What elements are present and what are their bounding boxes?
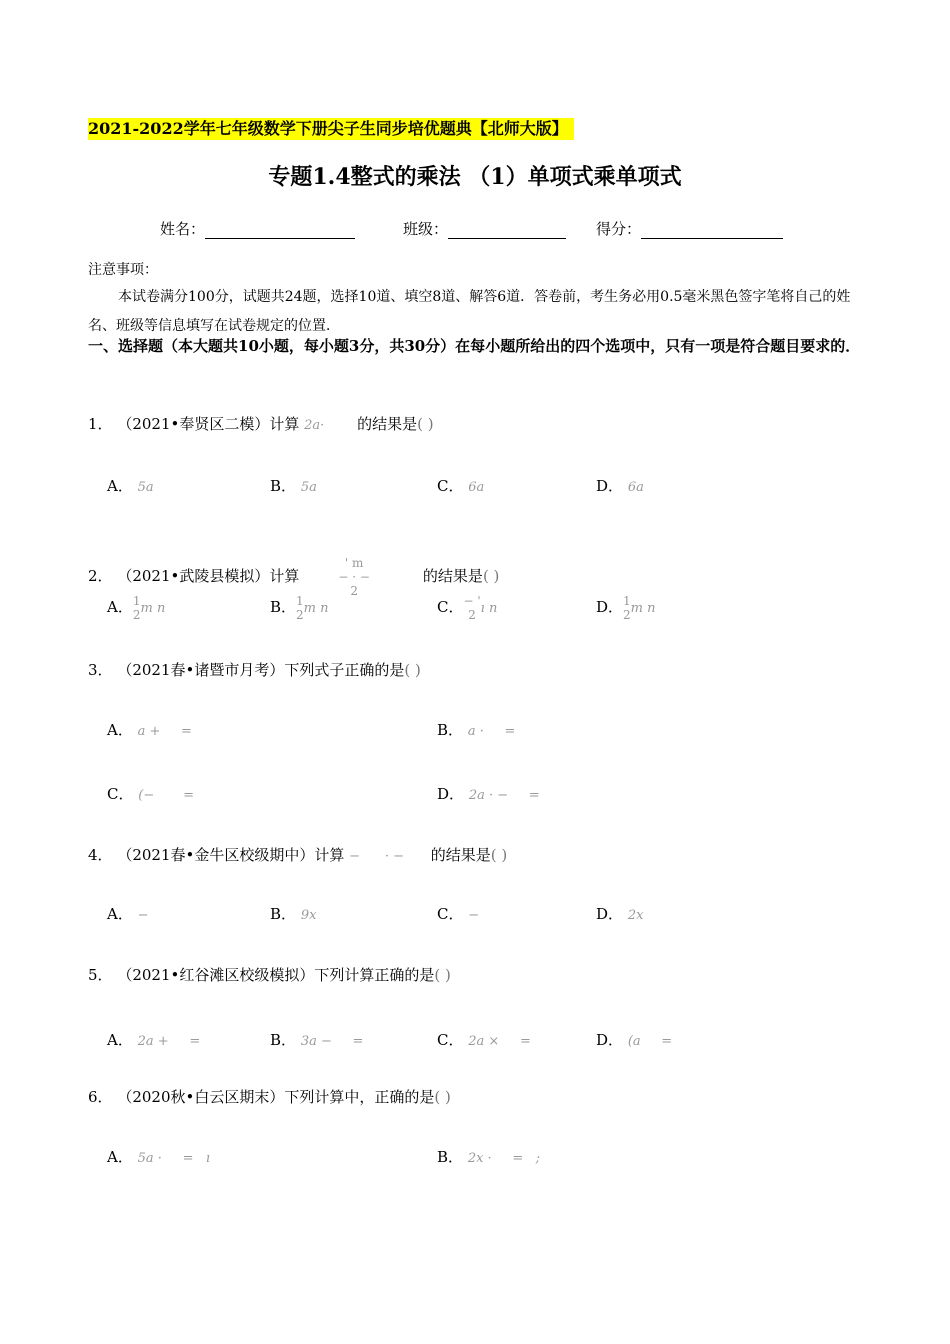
q3-option-d[interactable] — [437, 783, 540, 804]
question-number: 4． — [88, 846, 113, 864]
option-math: m n — [630, 601, 656, 616]
answer-paren[interactable]: ( ) — [490, 846, 508, 864]
option-math: 5a — [300, 480, 317, 495]
option-math: 9x — [300, 908, 317, 923]
q3-option-c[interactable] — [107, 783, 194, 804]
q4-option-d[interactable] — [596, 903, 643, 924]
option-math: m n — [140, 601, 166, 616]
option-fraction — [463, 594, 480, 622]
question-number: 6． — [88, 1088, 113, 1106]
class-label: 班级： — [403, 220, 449, 238]
name-blank[interactable] — [205, 224, 355, 239]
option-math: 5a — [137, 480, 154, 495]
answer-paren[interactable]: ( ) — [482, 567, 500, 585]
question-suffix: 的结果是 — [430, 846, 491, 864]
option-math: a + = — [137, 724, 192, 739]
option-label: A． — [107, 1031, 133, 1049]
option-label: D． — [596, 477, 624, 495]
q1-option-b[interactable] — [270, 475, 317, 496]
option-math: 2a + = — [137, 1034, 201, 1049]
notes-body: 本试卷满分100分，试题共24题，选择10道、填空8道、解答6道．答卷前，考生务必用0.5毫米黑色签字笔将自己的姓名、班级等信息填写在试卷规定的位置． — [88, 289, 851, 334]
q1-option-a[interactable] — [107, 475, 154, 496]
option-math: 3a − = — [300, 1034, 364, 1049]
option-label: D． — [437, 785, 465, 803]
option-label: B． — [270, 905, 297, 923]
option-math: m n — [303, 601, 329, 616]
name-label: 姓名： — [160, 220, 206, 238]
option-label: A． — [107, 905, 133, 923]
answer-paren[interactable]: ( ) — [434, 1088, 451, 1106]
q2-option-d[interactable] — [596, 594, 656, 622]
option-fraction — [296, 594, 304, 622]
answer-paren[interactable]: ( ) — [434, 966, 451, 984]
option-label: A． — [107, 477, 133, 495]
math-expression: − · − — [349, 849, 404, 864]
notes-heading: 注意事项： — [88, 262, 158, 278]
option-label: B． — [437, 1148, 464, 1166]
math-expression — [304, 556, 404, 598]
option-math: − — [468, 908, 480, 923]
option-math: a · = — [467, 724, 516, 739]
page-title: 专题1.4整式的乘法 （1）单项式乘单项式 — [268, 164, 682, 190]
option-math: (a = — [627, 1034, 673, 1049]
option-label: C． — [107, 785, 134, 803]
option-label: A． — [107, 598, 133, 616]
name-field[interactable] — [160, 219, 355, 239]
header-tag: 2021-2022学年七年级数学下册尖子生同步培优题典【北师大版】 — [88, 118, 574, 140]
option-label: C． — [437, 598, 464, 616]
question-number: 3． — [88, 661, 113, 679]
q4-option-a[interactable] — [107, 903, 149, 924]
q3-option-a[interactable] — [107, 719, 192, 740]
expr-mid: − · − — [338, 570, 370, 584]
fraction-numerator: 1 — [623, 594, 631, 608]
question-suffix: 的结果是 — [422, 567, 483, 585]
question-1 — [88, 413, 434, 434]
option-label: C． — [437, 1031, 464, 1049]
option-fraction — [623, 594, 631, 622]
question-6 — [88, 1086, 451, 1107]
option-label: A． — [107, 1148, 133, 1166]
fraction-denominator: 2 — [296, 608, 304, 622]
section-title: 一、选择题（本大题共10小题，每小题3分，共30分）在每小题所给出的四个选项中，只有一项是符合题目要求的． — [88, 337, 861, 355]
fraction-denominator: 2 — [623, 608, 631, 622]
question-number: 2． — [88, 567, 113, 585]
option-math: 2x · = ; — [467, 1151, 541, 1166]
score-label: 得分： — [596, 220, 642, 238]
q2-option-b[interactable] — [270, 594, 329, 622]
question-source: （2020秋•白云区期末）下列计算中，正确的是 — [117, 1088, 435, 1106]
q6-option-b[interactable] — [437, 1146, 540, 1167]
question-number: 5． — [88, 966, 113, 984]
q4-option-b[interactable] — [270, 903, 316, 924]
q5-option-a[interactable] — [107, 1029, 200, 1050]
option-math: 6a — [468, 480, 485, 495]
score-blank[interactable] — [641, 224, 783, 239]
question-source: （2021•奉贤区二模）计算 — [117, 415, 300, 433]
question-5 — [88, 964, 451, 985]
option-label: A． — [107, 721, 133, 739]
option-label: D． — [596, 1031, 624, 1049]
option-label: B． — [270, 598, 297, 616]
question-4 — [88, 844, 507, 865]
q3-option-b[interactable] — [437, 719, 515, 740]
expr-bottom: 2 — [350, 584, 358, 598]
q2-option-a[interactable] — [107, 594, 165, 622]
option-math: (− = — [138, 788, 195, 803]
question-source: （2021•武陵县模拟）计算 — [117, 567, 300, 585]
option-label: C． — [437, 477, 464, 495]
option-label: D． — [596, 598, 624, 616]
option-label: B． — [270, 1031, 297, 1049]
expr-top: ' m — [344, 556, 364, 570]
score-field[interactable] — [596, 219, 783, 239]
fraction-denominator: 2 — [468, 608, 476, 622]
option-math: − — [137, 908, 149, 923]
option-label: B． — [270, 477, 297, 495]
fraction-numerator: − ' — [463, 594, 481, 608]
option-math: 6a — [627, 480, 644, 495]
q1-option-d[interactable] — [596, 475, 644, 496]
answer-paren[interactable]: ( ) — [417, 415, 434, 433]
answer-paren[interactable]: ( ) — [404, 661, 421, 679]
question-source: （2021春•金牛区校级期中）计算 — [117, 846, 345, 864]
class-field[interactable] — [403, 219, 566, 239]
q1-option-c[interactable] — [437, 475, 484, 496]
class-blank[interactable] — [448, 224, 566, 239]
q4-option-c[interactable] — [437, 903, 479, 924]
option-label: D． — [596, 905, 624, 923]
option-math: 5a · = ı — [137, 1151, 211, 1166]
fraction-denominator: 2 — [132, 608, 141, 622]
question-3 — [88, 659, 421, 680]
fraction-numerator: 1 — [296, 594, 304, 608]
option-label: B． — [437, 721, 464, 739]
option-math: 2x — [627, 908, 644, 923]
question-source: （2021•红谷滩区校级模拟）下列计算正确的是 — [117, 966, 435, 984]
q5-option-d[interactable] — [596, 1029, 672, 1050]
option-math: ı n — [480, 601, 498, 616]
question-2 — [88, 556, 499, 598]
question-source: （2021春•诸暨市月考）下列式子正确的是 — [117, 661, 405, 679]
question-suffix: 的结果是 — [357, 415, 418, 433]
q6-option-a[interactable] — [107, 1146, 210, 1167]
q5-option-c[interactable] — [437, 1029, 531, 1050]
option-label: C． — [437, 905, 464, 923]
option-math: 2a · − = — [468, 788, 540, 803]
fraction-numerator: 1 — [132, 594, 141, 608]
q5-option-b[interactable] — [270, 1029, 363, 1050]
q2-option-c[interactable] — [437, 594, 497, 622]
option-math: 2a × = — [468, 1034, 531, 1049]
question-number: 1． — [88, 415, 113, 433]
math-expression: 2a· — [304, 418, 325, 433]
